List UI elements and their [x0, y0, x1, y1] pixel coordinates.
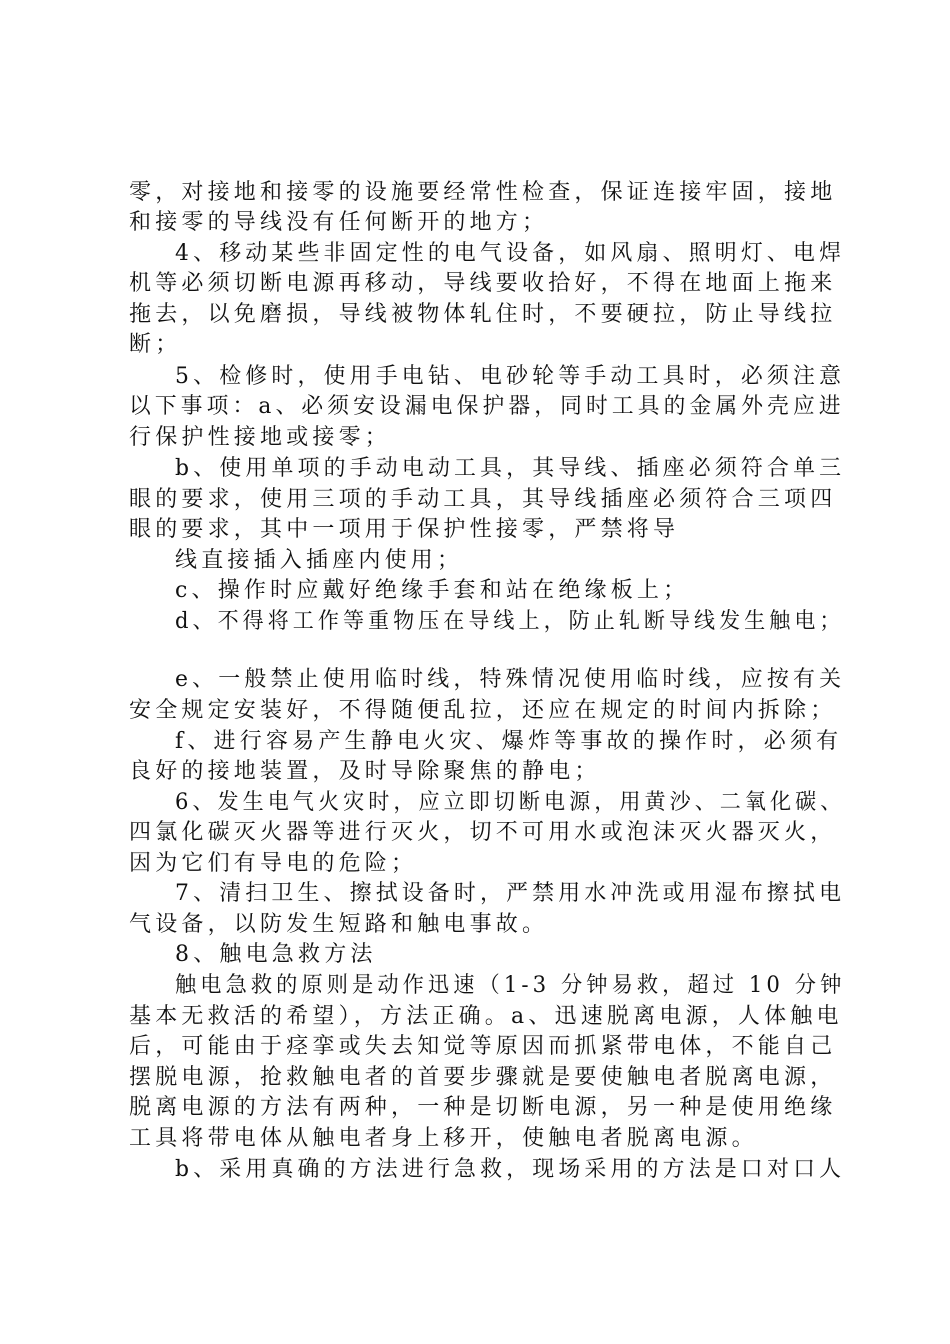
- text-line: b、使用单项的手动电动工具，其导线、插座必须符合单三: [175, 456, 846, 481]
- text-line: d、不得将工作等重物压在导线上，防止轧断导线发生触电；: [175, 609, 845, 634]
- text-line: 眼的要求，使用三项的手动工具，其导线插座必须符合三项四: [129, 487, 837, 512]
- text-line: 5、检修时，使用手电钻、电砂轮等手动工具时，必须注意: [175, 364, 846, 389]
- text-line: 断；: [129, 332, 182, 357]
- text-line: f、进行容易产生静电火灾、爆炸等事故的操作时，必须有: [175, 729, 843, 754]
- text-line: 气设备，以防发生短路和触电事故。: [129, 912, 549, 937]
- text-line: 7、清扫卫生、擦拭设备时，严禁用水冲洗或用湿布擦拭电: [175, 881, 846, 906]
- text-line: 脱离电源的方法有两种，一种是切断电源，另一种是使用绝缘: [129, 1095, 837, 1120]
- text-line: 后，可能由于痉挛或失去知觉等原因而抓紧带电体，不能自己: [129, 1034, 837, 1059]
- text-line: 四氯化碳灭火器等进行灭火，切不可用水或泡沫灭火器灭火，: [129, 820, 837, 845]
- text-line: 6、发生电气火灾时，应立即切断电源，用黄沙、二氧化碳、: [175, 790, 846, 815]
- text-line: 工具将带电体从触电者身上移开，使触电者脱离电源。: [129, 1126, 758, 1151]
- text-line: 眼的要求，其中一项用于保护性接零，严禁将导: [129, 517, 680, 542]
- text-line: 和接零的导线没有任何断开的地方；: [129, 210, 549, 235]
- text-line: 8、触电急救方法: [175, 942, 377, 967]
- text-line: 4、移动某些非固定性的电气设备，如风扇、照明灯、电焊: [175, 241, 846, 266]
- text-line: 摆脱电源，抢救触电者的首要步骤就是要使触电者脱离电源，: [129, 1065, 837, 1090]
- text-line: 安全规定安装好，不得随便乱拉，还应在规定的时间内拆除；: [129, 698, 837, 723]
- text-line: 行保护性接地或接零；: [129, 425, 392, 450]
- text-line: e、一般禁止使用临时线，特殊情况使用临时线，应按有关: [175, 667, 846, 692]
- text-line: 以下事项：a、必须安设漏电保护器，同时工具的金属外壳应进: [129, 394, 845, 419]
- text-line: 线直接插入插座内使用；: [175, 548, 464, 573]
- text-line: 因为它们有导电的危险；: [129, 851, 418, 876]
- text-line: 良好的接地装置，及时导除聚焦的静电；: [129, 759, 601, 784]
- text-line: 触电急救的原则是动作迅速（1-3 分钟易救，超过 10 分钟: [175, 973, 846, 998]
- text-line: b、采用真确的方法进行急救，现场采用的方法是口对口人: [175, 1157, 846, 1182]
- text-line: c、操作时应戴好绝缘手套和站在绝缘板上；: [175, 578, 690, 603]
- text-line: 机等必须切断电源再移动，导线要收拾好，不得在地面上拖来: [129, 271, 837, 296]
- text-line: 基本无救活的希望），方法正确。a、迅速脱离电源，人体触电: [129, 1004, 843, 1029]
- text-line: 拖去，以免磨损，导线被物体轧住时，不要硬拉，防止导线拉: [129, 302, 837, 327]
- text-line: 零，对接地和接零的设施要经常性检查，保证连接牢固，接地: [129, 180, 837, 205]
